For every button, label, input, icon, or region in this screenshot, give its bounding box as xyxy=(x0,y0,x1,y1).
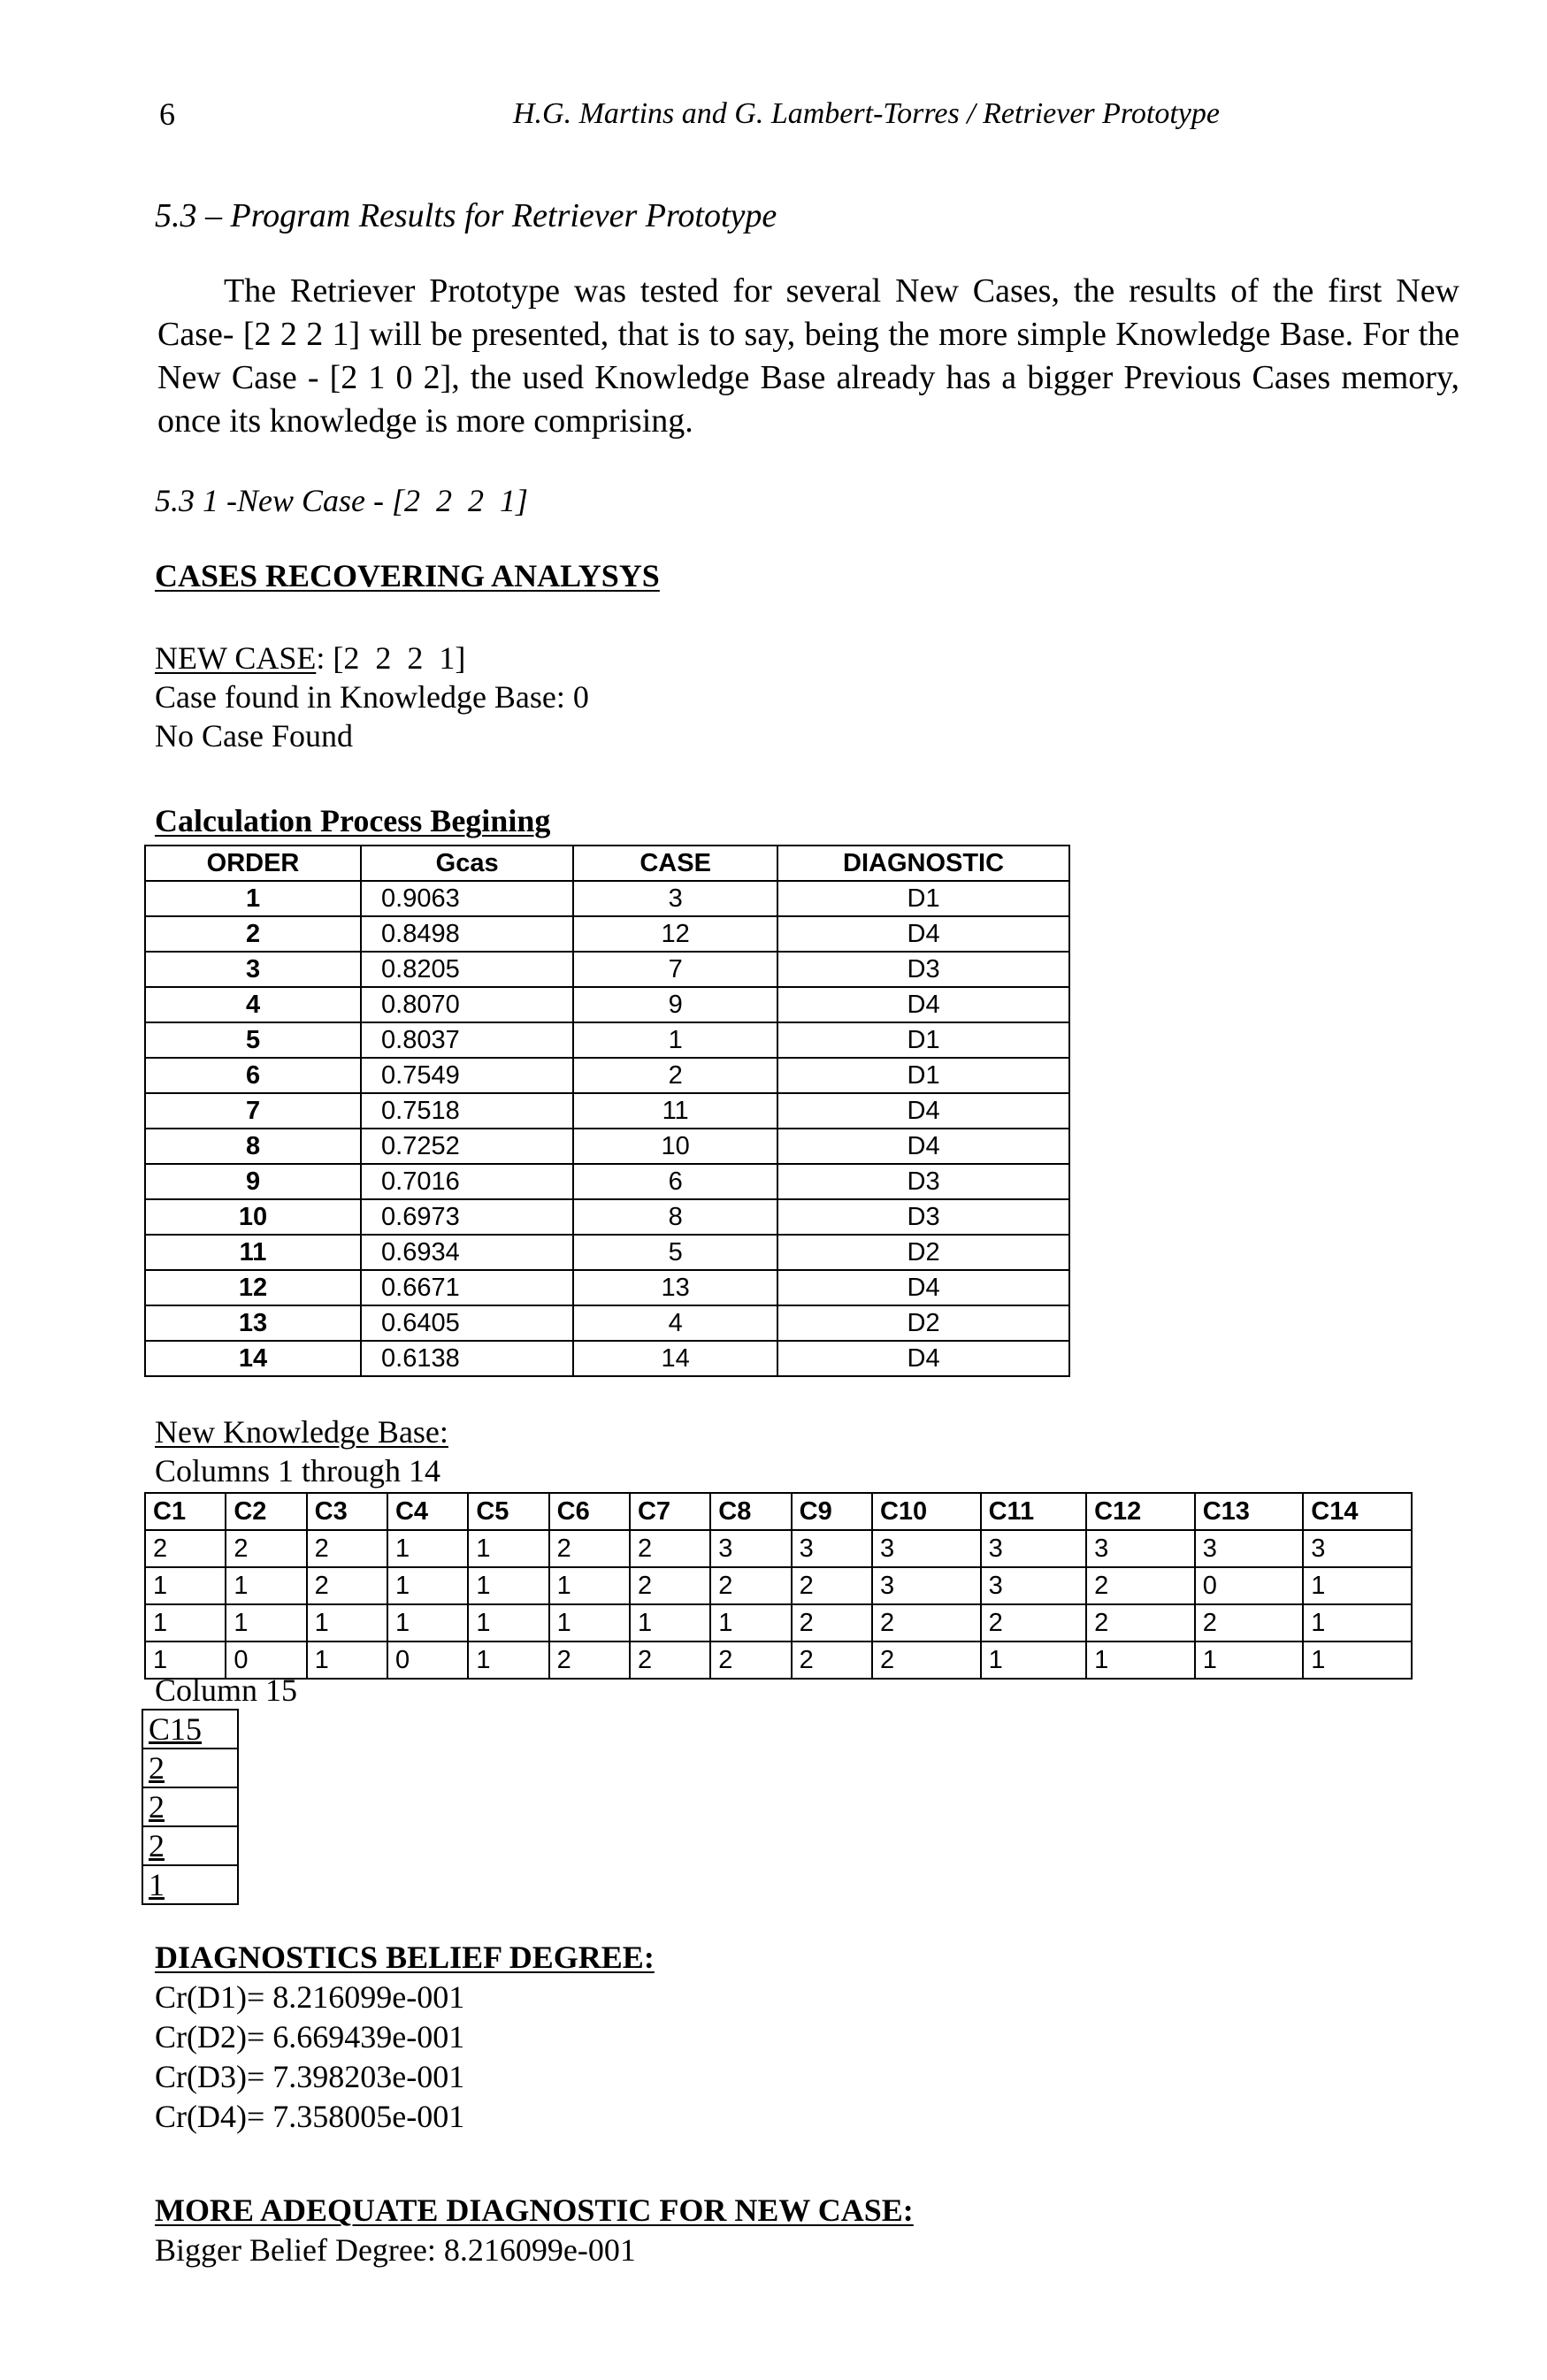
table-cell: 2 xyxy=(573,1058,777,1093)
table-cell: 0.8498 xyxy=(361,916,573,952)
table-row xyxy=(145,1642,1412,1679)
table-cell: 3 xyxy=(573,881,777,916)
table-cell: 0.6405 xyxy=(361,1305,573,1341)
table-cell: 2 xyxy=(710,1567,791,1604)
belief-block xyxy=(155,1939,655,2135)
table-cell: 10 xyxy=(573,1129,777,1164)
new-case-line xyxy=(155,639,660,677)
table-cell: D4 xyxy=(777,916,1069,952)
table-cell: 2 xyxy=(792,1642,872,1679)
table-row xyxy=(145,987,1069,1022)
table-cell: 1 xyxy=(1303,1604,1412,1642)
table-cell: 2 xyxy=(145,916,361,952)
column-header: CASE xyxy=(573,846,777,881)
table-cell: 13 xyxy=(573,1270,777,1305)
table-cell: 3 xyxy=(710,1530,791,1567)
calculation-body xyxy=(145,881,1069,1376)
running-head: H.G. Martins and G. Lambert-Torres / Retriever Prototype xyxy=(513,97,1220,130)
table-row xyxy=(145,1129,1069,1164)
page-number: 6 xyxy=(159,96,175,132)
table-cell: 3 xyxy=(872,1567,981,1604)
table-cell: 2 xyxy=(142,1787,238,1826)
table-cell: 1 xyxy=(145,1567,226,1604)
table-cell: D4 xyxy=(777,987,1069,1022)
table-cell: 9 xyxy=(145,1164,361,1199)
table-cell: 10 xyxy=(145,1199,361,1235)
table-cell: 2 xyxy=(226,1530,306,1567)
new-case-label: NEW CASE xyxy=(155,640,317,676)
table-row xyxy=(142,1865,238,1904)
knowledge-base-body xyxy=(145,1530,1412,1679)
column-header: DIAGNOSTIC xyxy=(777,846,1069,881)
table-cell: 2 xyxy=(630,1530,710,1567)
table-cell: 6 xyxy=(145,1058,361,1093)
subsection-heading: 5.3 1 -New Case - [2 2 2 1] xyxy=(155,483,528,518)
table-cell: 0.8205 xyxy=(361,952,573,987)
table-cell: 1 xyxy=(387,1567,468,1604)
new-case-value: : [2 2 2 1] xyxy=(316,640,466,676)
table-cell: 3 xyxy=(1303,1530,1412,1567)
table-cell: 3 xyxy=(1195,1530,1304,1567)
table-cell: 6 xyxy=(573,1164,777,1199)
table-row xyxy=(145,1022,1069,1058)
table-cell: 3 xyxy=(981,1567,1087,1604)
table-cell: 2 xyxy=(549,1530,630,1567)
table-cell: 1 xyxy=(387,1530,468,1567)
page-header xyxy=(159,96,1238,131)
table-row xyxy=(145,916,1069,952)
table-cell: 3 xyxy=(981,1530,1087,1567)
table-cell: 11 xyxy=(573,1093,777,1129)
table-cell: 2 xyxy=(792,1604,872,1642)
table-cell: 4 xyxy=(573,1305,777,1341)
table-row xyxy=(145,952,1069,987)
column-header: C2 xyxy=(226,1493,306,1530)
table-cell: 2 xyxy=(710,1642,791,1679)
table-cell: 7 xyxy=(145,1093,361,1129)
belief-line: Cr(D4)= 7.358005e-001 xyxy=(155,2099,465,2134)
table-cell: 2 xyxy=(142,1826,238,1865)
table-cell: D1 xyxy=(777,881,1069,916)
table-cell: 1 xyxy=(307,1604,387,1642)
column-header: C1 xyxy=(145,1493,226,1530)
table-row xyxy=(145,1164,1069,1199)
table-cell: 3 xyxy=(145,952,361,987)
table-cell: 0.7016 xyxy=(361,1164,573,1199)
table-cell: 2 xyxy=(630,1567,710,1604)
table-cell: 0.6671 xyxy=(361,1270,573,1305)
table-cell: 2 xyxy=(1086,1604,1195,1642)
table-cell: 1 xyxy=(468,1604,548,1642)
table-cell: D4 xyxy=(777,1129,1069,1164)
table-row xyxy=(145,1235,1069,1270)
table-cell: 0.7549 xyxy=(361,1058,573,1093)
table-row xyxy=(142,1787,238,1826)
table-row xyxy=(145,881,1069,916)
table-row xyxy=(145,1199,1069,1235)
no-case-line: No Case Found xyxy=(155,718,353,754)
table-cell: 1 xyxy=(387,1604,468,1642)
table-cell: 0.8037 xyxy=(361,1022,573,1058)
table-row xyxy=(142,1749,238,1787)
table-cell: 2 xyxy=(792,1567,872,1604)
table-cell: 0.6934 xyxy=(361,1235,573,1270)
column-header: ORDER xyxy=(145,846,361,881)
table-cell: 1 xyxy=(1086,1642,1195,1679)
table-cell: 5 xyxy=(573,1235,777,1270)
table-cell: D3 xyxy=(777,1164,1069,1199)
column15-table xyxy=(142,1709,239,1905)
case-found-line: Case found in Knowledge Base: 0 xyxy=(155,679,589,715)
table-cell: 12 xyxy=(145,1270,361,1305)
table-cell: 2 xyxy=(1086,1567,1195,1604)
table-cell: 3 xyxy=(872,1530,981,1567)
table-cell: 1 xyxy=(630,1604,710,1642)
table-cell: 1 xyxy=(307,1642,387,1679)
table-cell: 0.6138 xyxy=(361,1341,573,1376)
column-header: C14 xyxy=(1303,1493,1412,1530)
table-cell: D3 xyxy=(777,952,1069,987)
table-cell: 1 xyxy=(1195,1642,1304,1679)
table-cell: 0 xyxy=(226,1642,306,1679)
result-title: MORE ADEQUATE DIAGNOSTIC FOR NEW CASE: xyxy=(155,2193,914,2228)
table-cell: 0 xyxy=(387,1642,468,1679)
table-cell: 2 xyxy=(142,1749,238,1787)
table-cell: D2 xyxy=(777,1305,1069,1341)
table-cell: D2 xyxy=(777,1235,1069,1270)
table-cell: 1 xyxy=(145,1604,226,1642)
table-cell: 8 xyxy=(573,1199,777,1235)
table-cell: 13 xyxy=(145,1305,361,1341)
table-cell: 2 xyxy=(549,1642,630,1679)
column-header: C3 xyxy=(307,1493,387,1530)
calculation-table xyxy=(144,845,1070,1377)
result-line: Bigger Belief Degree: 8.216099e-001 xyxy=(155,2232,636,2268)
columns-range-label: Columns 1 through 14 xyxy=(155,1453,441,1488)
column15-header: C15 xyxy=(142,1710,238,1749)
table-cell: D1 xyxy=(777,1022,1069,1058)
column15-label: Column 15 xyxy=(155,1672,298,1708)
table-cell: 14 xyxy=(145,1341,361,1376)
table-row xyxy=(145,1270,1069,1305)
belief-title: DIAGNOSTICS BELIEF DEGREE: xyxy=(155,1940,655,1975)
table-row xyxy=(145,1058,1069,1093)
column-header: C10 xyxy=(872,1493,981,1530)
belief-line: Cr(D1)= 8.216099e-001 xyxy=(155,1979,465,2015)
table-cell: 2 xyxy=(981,1604,1087,1642)
table-row xyxy=(145,1341,1069,1376)
table-cell: 1 xyxy=(549,1567,630,1604)
column-header: C5 xyxy=(468,1493,548,1530)
table-row xyxy=(145,1093,1069,1129)
table-cell: 3 xyxy=(1086,1530,1195,1567)
table-cell: 14 xyxy=(573,1341,777,1376)
knowledge-base-table xyxy=(144,1492,1413,1680)
table-cell: 1 xyxy=(549,1604,630,1642)
table-cell: 1 xyxy=(142,1865,238,1904)
table-row xyxy=(145,1305,1069,1341)
table-cell: 1 xyxy=(468,1530,548,1567)
knowledge-base-title xyxy=(155,1413,448,1450)
table-cell: 1 xyxy=(145,881,361,916)
table-cell: 1 xyxy=(710,1604,791,1642)
table-cell: 5 xyxy=(145,1022,361,1058)
table-cell: 0.6973 xyxy=(361,1199,573,1235)
table-cell: 0.8070 xyxy=(361,987,573,1022)
column-header: C7 xyxy=(630,1493,710,1530)
column-header: C6 xyxy=(549,1493,630,1530)
column-header: C12 xyxy=(1086,1493,1195,1530)
table-cell: 11 xyxy=(145,1235,361,1270)
table-cell: D4 xyxy=(777,1270,1069,1305)
table-cell: 1 xyxy=(981,1642,1087,1679)
analysis-block xyxy=(155,557,660,754)
table-cell: 9 xyxy=(573,987,777,1022)
table-cell: 2 xyxy=(145,1530,226,1567)
table-cell: 4 xyxy=(145,987,361,1022)
table-cell: 1 xyxy=(226,1604,306,1642)
table-cell: 0.9063 xyxy=(361,881,573,916)
table-row xyxy=(145,1567,1412,1604)
knowledge-base-title-text: New Knowledge Base: xyxy=(155,1414,448,1450)
column-header: C11 xyxy=(981,1493,1087,1530)
table-cell: 3 xyxy=(792,1530,872,1567)
knowledge-base-header-row xyxy=(145,1493,1412,1530)
column-header: Gcas xyxy=(361,846,573,881)
table-cell: 1 xyxy=(226,1567,306,1604)
table-cell: D1 xyxy=(777,1058,1069,1093)
table-cell: 12 xyxy=(573,916,777,952)
column-header: C13 xyxy=(1195,1493,1304,1530)
result-block xyxy=(155,2192,914,2269)
intro-paragraph: The Retriever Prototype was tested for several New Cases, the results of the first New Case- [2 2 2 1] will be presented, that is to say, being the more simple Knowledge Base. For the New Case - [2 1 0 2], the used Knowledge Base already has a bigger Previous Cases memory, once its knowledge is more comprising. xyxy=(157,272,1459,440)
column15-header-row xyxy=(142,1710,238,1749)
table-cell: 1 xyxy=(573,1022,777,1058)
table-cell: 1 xyxy=(468,1642,548,1679)
table-row xyxy=(142,1826,238,1865)
analysis-title: CASES RECOVERING ANALYSYS xyxy=(155,558,660,593)
belief-line: Cr(D3)= 7.398203e-001 xyxy=(155,2059,465,2094)
column-header: C9 xyxy=(792,1493,872,1530)
table-cell: 1 xyxy=(145,1642,226,1679)
calculation-header-row xyxy=(145,846,1069,881)
column15-body xyxy=(142,1749,238,1904)
table-cell: D3 xyxy=(777,1199,1069,1235)
table-row xyxy=(145,1530,1412,1567)
column-header: C4 xyxy=(387,1493,468,1530)
table-cell: 0.7518 xyxy=(361,1093,573,1129)
table-cell: D4 xyxy=(777,1341,1069,1376)
column-header: C8 xyxy=(710,1493,791,1530)
table-cell: 7 xyxy=(573,952,777,987)
table-cell: 2 xyxy=(630,1642,710,1679)
table-cell: 1 xyxy=(1303,1567,1412,1604)
table-cell: D4 xyxy=(777,1093,1069,1129)
belief-line: Cr(D2)= 6.669439e-001 xyxy=(155,2019,465,2055)
table-row xyxy=(145,1604,1412,1642)
table-cell: 2 xyxy=(872,1642,981,1679)
calculation-title: Calculation Process Begining xyxy=(155,803,551,838)
table-cell: 0.7252 xyxy=(361,1129,573,1164)
table-cell: 0 xyxy=(1195,1567,1304,1604)
table-cell: 2 xyxy=(307,1567,387,1604)
table-cell: 2 xyxy=(307,1530,387,1567)
table-cell: 2 xyxy=(1195,1604,1304,1642)
table-cell: 8 xyxy=(145,1129,361,1164)
section-heading: 5.3 – Program Results for Retriever Prototype xyxy=(155,197,777,234)
table-cell: 2 xyxy=(872,1604,981,1642)
table-cell: 1 xyxy=(468,1567,548,1604)
table-cell: 1 xyxy=(1303,1642,1412,1679)
